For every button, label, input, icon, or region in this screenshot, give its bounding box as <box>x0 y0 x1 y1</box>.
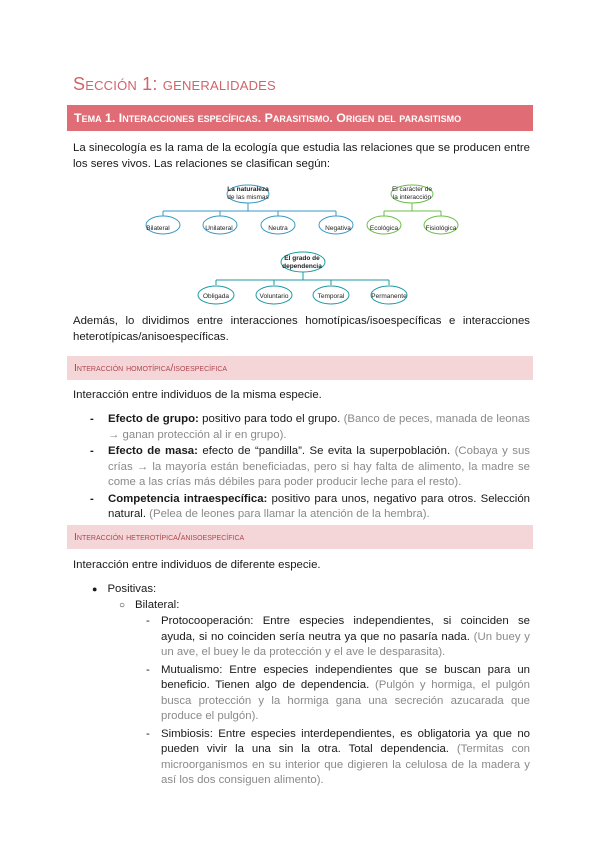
diagram-group-naturaleza <box>146 185 353 234</box>
node-caracter-label: El carácter de <box>391 186 433 193</box>
hetero-intro: Interacción entre individuos de diferente especie. <box>73 559 321 571</box>
node-naturaleza-label-2: de las mismas <box>227 194 269 201</box>
node-obligada: Obligada <box>202 293 230 300</box>
node-negativa: Negativa <box>325 225 351 232</box>
node-bilateral: Bilateral <box>146 225 170 232</box>
node-neutra: Neutra <box>268 225 288 232</box>
node-permanente: Permanente <box>371 293 407 300</box>
classification-diagram <box>0 180 600 312</box>
node-temporal: Temporal <box>317 293 345 300</box>
homo-list <box>90 412 530 524</box>
node-grado-label: El grado de <box>284 255 320 262</box>
diagram-group-grado <box>198 252 407 304</box>
section-title: Sección 1: generalidades <box>73 74 276 94</box>
bullet-bilateral: ○ Bilateral: <box>119 599 180 611</box>
bullet-positivas: ● Positivas: <box>92 583 157 595</box>
node-voluntario: Voluntario <box>259 293 289 300</box>
node-caracter-label-2: la interacción <box>392 194 432 201</box>
ademas-paragraph: Además, lo dividimos entre interacciones homotípicas/isoespecíficas e interacciones heterotípicas/anisoespecíficas. <box>73 315 530 343</box>
bullet-marker: ● <box>92 584 98 594</box>
node-ecologica: Ecológica <box>369 225 399 232</box>
list-item: - Protocooperación: Entre especies independientes, si coinciden se ayuda, si no coinciden sería neutra ya que no pasaría nada. (Un buey y un ave, el buey le da protección y el ave le desparasita). <box>146 615 530 658</box>
homo-heading: Interacción homotípica/isoespecífica <box>67 356 533 380</box>
hetero-list <box>146 614 530 791</box>
node-unilateral: Unilateral <box>205 225 233 232</box>
bullet-marker: ○ <box>119 600 126 611</box>
list-item: - Mutualismo: Entre especies independientes que se buscan para un beneficio. Tienen algo de dependencia. (Pulgón y hormiga, el pulgón busca protección y la hormiga gana una secreción azucarada que produce el pulgón). <box>146 663 530 722</box>
list-item: - Simbiosis: Entre especies interdependientes, es obligatoria ya que no pueden vivir la una sin la otra. Total dependencia. (Termitas con microorganismos en su interior que digieren la celulosa de la madera y así los dos consiguen alimento). <box>146 727 530 786</box>
list-item: - Efecto de masa: efecto de “pandilla”. Se evita la superpoblación. (Cobaya y sus crías → la mayoría están beneficiadas, pero si hay falta de alimento, la madre se come a las crías más débiles para poder producir leche para el resto). <box>90 445 530 488</box>
node-naturaleza-label: La naturaleza <box>227 186 269 193</box>
hetero-heading: Interacción heterotípica/anisoespecífica <box>67 525 533 549</box>
node-fisiologica: Fisiológica <box>425 225 457 232</box>
list-item: - Efecto de grupo: positivo para todo el grupo. (Banco de peces, manada de leonas → ganan protección al ir en grupo). <box>90 413 530 441</box>
diagram-group-caracter <box>367 185 458 234</box>
homo-intro: Interacción entre individuos de la misma especie. <box>73 389 322 401</box>
node-grado-label-2: dependencia <box>282 263 322 270</box>
tema-heading: Tema 1. Interacciones específicas. Parasitismo. Origen del parasitismo <box>67 105 533 131</box>
list-item: - Competencia intraespecífica: positivo para unos, negativo para otros. Selección natural. (Pelea de leones para llamar la atención de la hembra). <box>90 492 530 520</box>
intro-paragraph: La sinecología es la rama de la ecología que estudia las relaciones que se producen entre los seres vivos. Las relaciones se clasifican según: <box>73 142 530 170</box>
